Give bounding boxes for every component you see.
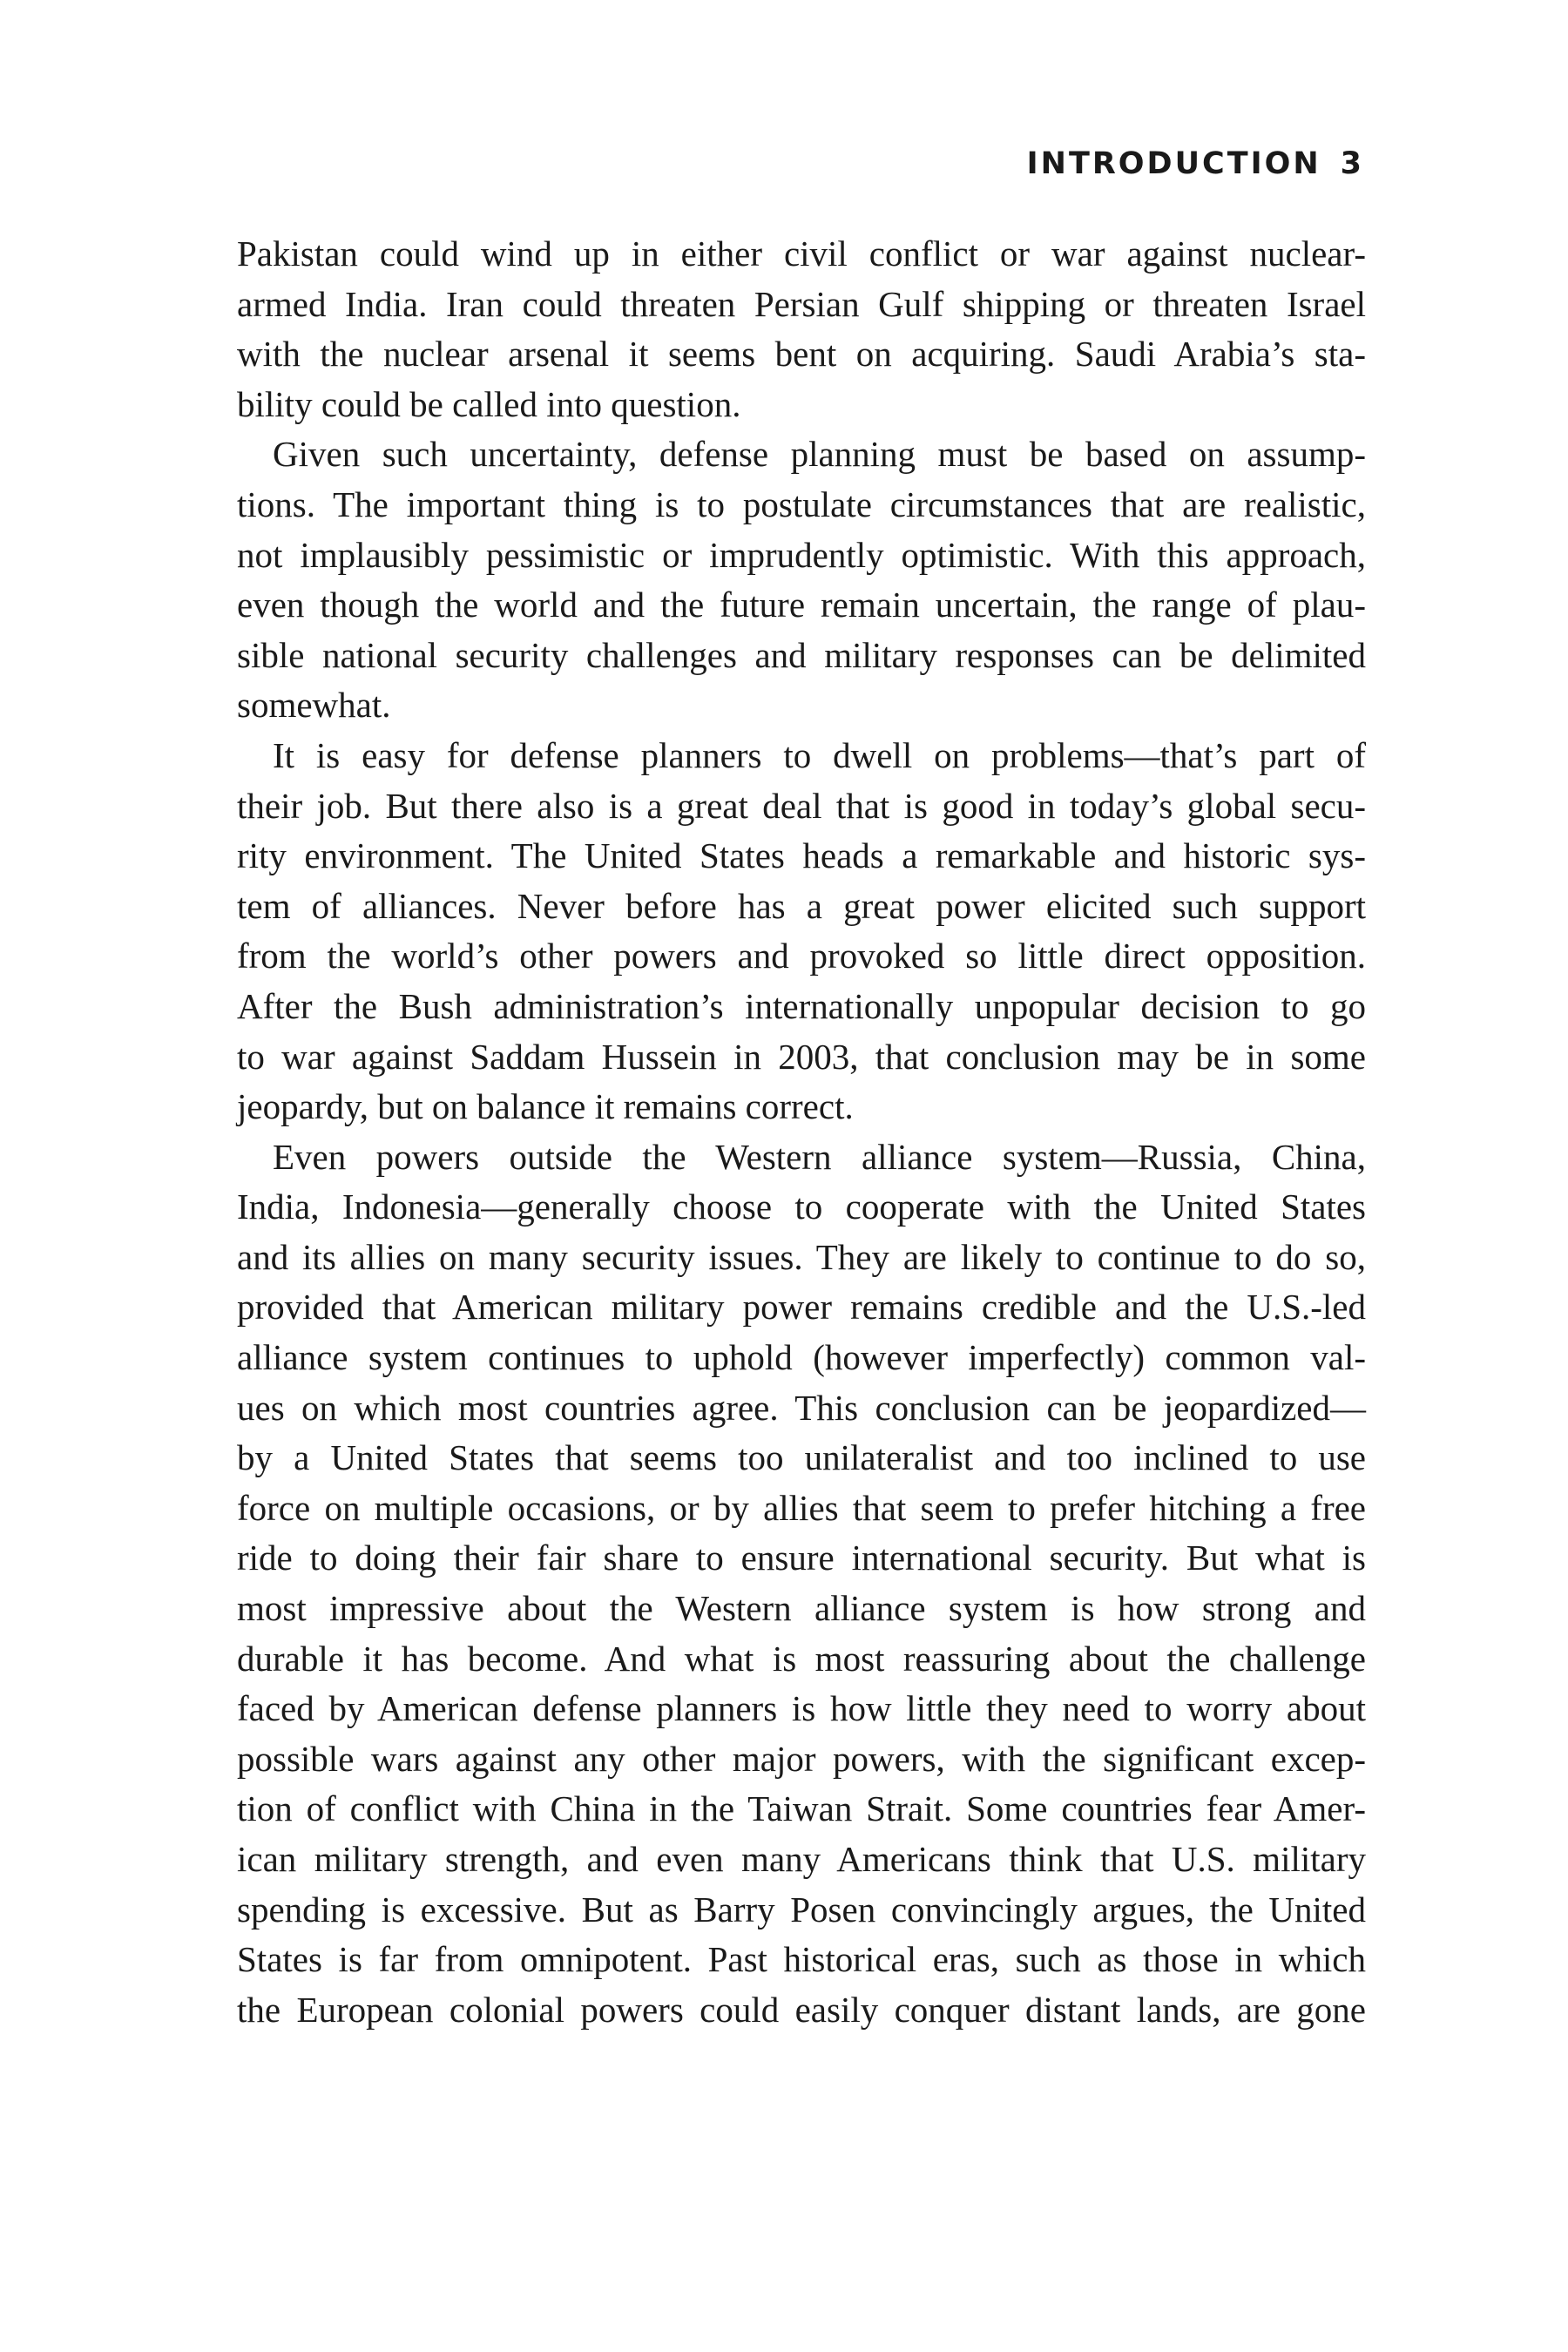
text-line: possible wars against any other major powers, with the significant excep- bbox=[237, 1738, 1366, 1779]
text-line: to war against Saddam Hussein in 2003, that conclusion may be in some bbox=[237, 1036, 1366, 1077]
text-line: ican military strength, and even many Americans think that U.S. military bbox=[237, 1839, 1366, 1879]
text-line: their job. But there also is a great deal that is good in today’s global secu- bbox=[237, 785, 1366, 826]
text-line: jeopardy, but on balance it remains correct. bbox=[237, 1086, 854, 1127]
text-line: the European colonial powers could easily conquer distant lands, are gone bbox=[237, 1989, 1366, 2030]
text-line: by a United States that seems too unilateralist and too inclined to use bbox=[237, 1437, 1366, 1478]
text-line: and its allies on many security issues. They are likely to continue to do so, bbox=[237, 1236, 1366, 1277]
text-line: spending is excessive. But as Barry Posen convincingly argues, the United bbox=[237, 1889, 1366, 1930]
text-line: It is easy for defense planners to dwell on problems—that’s part of bbox=[273, 734, 1366, 775]
text-line: most impressive about the Western alliance system is how strong and bbox=[237, 1588, 1366, 1629]
text-line: ride to doing their fair share to ensure international security. But what is bbox=[237, 1538, 1366, 1578]
text-line: alliance system continues to uphold (however imperfectly) common val- bbox=[237, 1337, 1366, 1378]
text-line: Given such uncertainty, defense planning must be based on assump- bbox=[273, 434, 1366, 475]
text-line: force on multiple occasions, or by allies that seem to prefer hitching a free bbox=[237, 1487, 1366, 1528]
text-line: provided that American military power remains credible and the U.S.-led bbox=[237, 1287, 1366, 1328]
text-line: tion of conflict with China in the Taiwan Strait. Some countries fear Amer- bbox=[237, 1788, 1366, 1829]
text-line: even though the world and the future remain uncertain, the range of plau- bbox=[237, 585, 1366, 625]
text-line: tem of alliances. Never before has a great power elicited such support bbox=[237, 885, 1366, 926]
text-line: tions. The important thing is to postulate circumstances that are realistic, bbox=[237, 483, 1366, 524]
text-line: bility could be called into question. bbox=[237, 383, 741, 424]
running-header bbox=[1027, 146, 1364, 181]
text-line: States is far from omnipotent. Past historical eras, such as those in which bbox=[237, 1939, 1366, 1980]
text-line: India, Indonesia—generally choose to cooperate with the United States bbox=[237, 1186, 1366, 1227]
text-line: ues on which most countries agree. This conclusion can be jeopardized— bbox=[237, 1387, 1366, 1428]
text-line: Even powers outside the Western alliance system—Russia, China, bbox=[273, 1136, 1366, 1177]
text-line: After the Bush administration’s internationally unpopular decision to go bbox=[237, 985, 1366, 1026]
text-line: somewhat. bbox=[237, 685, 391, 726]
text-line: rity environment. The United States heads a remarkable and historic sys- bbox=[237, 835, 1366, 876]
body-text bbox=[237, 229, 1366, 2035]
text-line: with the nuclear arsenal it seems bent on acquiring. Saudi Arabia’s sta- bbox=[237, 334, 1366, 375]
text-line: sible national security challenges and military responses can be delimited bbox=[237, 634, 1366, 675]
page-number: 3 bbox=[1340, 146, 1364, 181]
running-title: INTRODUCTION bbox=[1026, 146, 1321, 181]
text-line: durable it has become. And what is most reassuring about the challenge bbox=[237, 1638, 1366, 1679]
text-line: faced by American defense planners is how little they need to worry about bbox=[237, 1688, 1366, 1729]
text-line: from the world’s other powers and provoked so little direct opposition. bbox=[237, 936, 1366, 977]
text-line: not implausibly pessimistic or imprudently optimistic. With this approach, bbox=[237, 534, 1366, 575]
text-line: armed India. Iran could threaten Persian Gulf shipping or threaten Israel bbox=[237, 283, 1366, 324]
text-line: Pakistan could wind up in either civil conflict or war against nuclear- bbox=[237, 233, 1366, 274]
